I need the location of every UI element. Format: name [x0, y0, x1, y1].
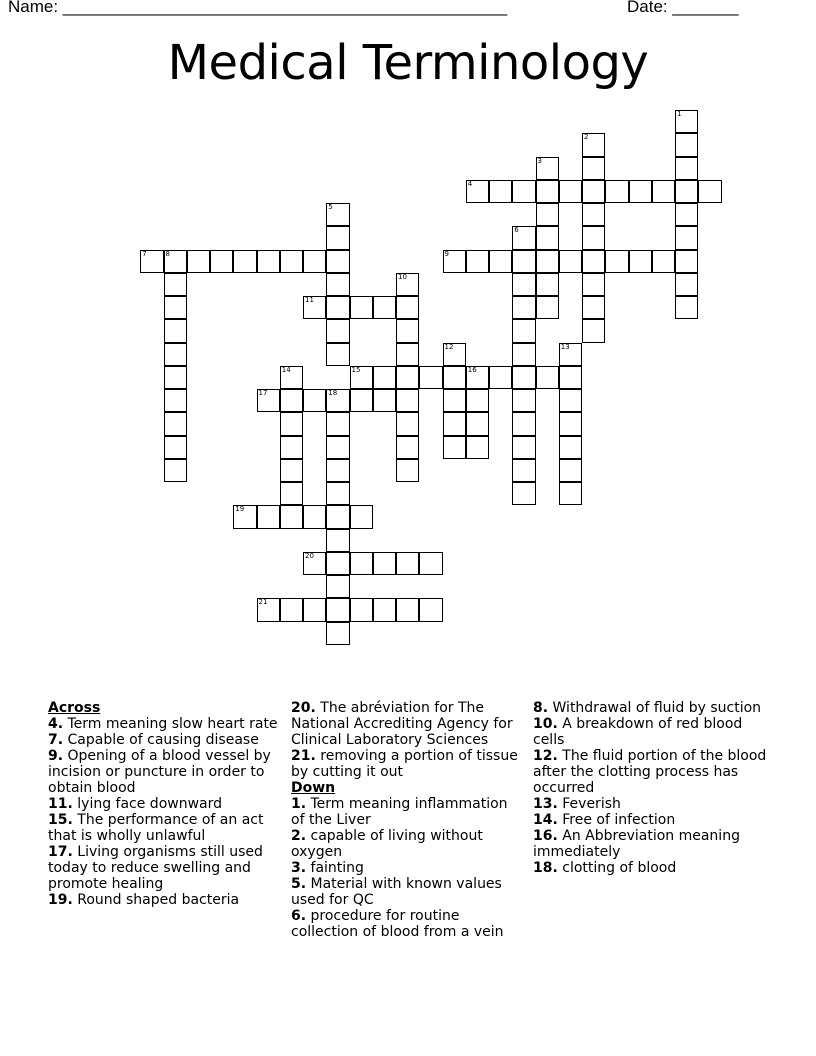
- crossword-cell[interactable]: [373, 552, 396, 575]
- clue-number-label: 2.: [291, 828, 307, 844]
- crossword-cell[interactable]: [164, 389, 187, 412]
- crossword-cell[interactable]: [373, 389, 396, 412]
- crossword-cell[interactable]: [512, 273, 535, 296]
- crossword-cell[interactable]: [559, 436, 582, 459]
- crossword-cell[interactable]: [164, 366, 187, 389]
- crossword-cell[interactable]: [326, 622, 349, 645]
- clue-number: 16: [467, 365, 477, 374]
- crossword-cell[interactable]: [675, 133, 698, 156]
- crossword-cell[interactable]: [326, 273, 349, 296]
- crossword-cell[interactable]: [257, 505, 280, 528]
- crossword-cell[interactable]: [303, 598, 326, 621]
- crossword-cell[interactable]: [164, 319, 187, 342]
- crossword-cell[interactable]: [466, 180, 489, 203]
- crossword-cell[interactable]: [466, 366, 489, 389]
- clue-number-label: 14.: [533, 812, 558, 828]
- crossword-cell[interactable]: [675, 157, 698, 180]
- crossword-cell[interactable]: [675, 273, 698, 296]
- clue-number: 21: [258, 598, 268, 607]
- crossword-cell[interactable]: [164, 343, 187, 366]
- crossword-cell[interactable]: [326, 436, 349, 459]
- clue-number: 18: [328, 389, 338, 397]
- clue-number: 7: [142, 249, 147, 258]
- crossword-cell[interactable]: [443, 343, 466, 366]
- crossword-cell[interactable]: [396, 389, 419, 412]
- crossword-cell[interactable]: [164, 412, 187, 435]
- crossword-cell[interactable]: [280, 482, 303, 505]
- crossword-cell[interactable]: [326, 575, 349, 598]
- clue-number-label: 16.: [533, 828, 558, 844]
- crossword-cell[interactable]: [419, 598, 442, 621]
- crossword-cell[interactable]: [164, 273, 187, 296]
- clue-number-label: 5.: [291, 876, 307, 892]
- clue-number: 13: [560, 342, 570, 351]
- crossword-cell[interactable]: [164, 296, 187, 319]
- crossword-cell[interactable]: [443, 250, 466, 273]
- crossword-cell[interactable]: [675, 203, 698, 226]
- crossword-cell[interactable]: [233, 250, 256, 273]
- clue-number-label: 12.: [533, 748, 558, 764]
- crossword-cell[interactable]: [303, 505, 326, 528]
- crossword-cell[interactable]: [675, 226, 698, 249]
- crossword-cell[interactable]: [396, 343, 419, 366]
- crossword-cell[interactable]: [326, 250, 349, 273]
- name-field-label: Name: _______________________________________________: [8, 0, 508, 16]
- crossword-cell[interactable]: [303, 389, 326, 412]
- date-field-label: Date: _______: [627, 0, 739, 16]
- down-heading: Down: [291, 780, 336, 796]
- crossword-cell[interactable]: [257, 389, 280, 412]
- crossword-cell[interactable]: [582, 180, 605, 203]
- clue-number-label: 11.: [48, 796, 73, 812]
- crossword-cell[interactable]: [559, 366, 582, 389]
- clue-number-label: 8.: [533, 700, 549, 716]
- crossword-cell[interactable]: [675, 296, 698, 319]
- crossword-cell[interactable]: [582, 157, 605, 180]
- crossword-cell[interactable]: [396, 412, 419, 435]
- clue-column-2: [291, 700, 523, 940]
- crossword-cell[interactable]: [419, 552, 442, 575]
- crossword-cell[interactable]: [280, 389, 303, 412]
- clue-number: 2: [584, 133, 589, 142]
- clue-number: 6: [514, 226, 519, 235]
- page-title: Medical Terminology: [167, 35, 649, 91]
- crossword-cell[interactable]: [559, 389, 582, 412]
- crossword-cell[interactable]: [303, 552, 326, 575]
- crossword-cell[interactable]: [536, 157, 559, 180]
- crossword-cell[interactable]: [257, 598, 280, 621]
- crossword-cell[interactable]: [350, 296, 373, 319]
- clue-item: 11. lying face downward: [48, 796, 223, 812]
- crossword-cell[interactable]: [280, 598, 303, 621]
- crossword-cell[interactable]: [396, 552, 419, 575]
- crossword-cell[interactable]: [164, 250, 187, 273]
- clue-number-label: 9.: [48, 748, 64, 764]
- crossword-cell[interactable]: [698, 180, 721, 203]
- crossword-cell[interactable]: [396, 273, 419, 296]
- crossword-cell[interactable]: [326, 296, 349, 319]
- clue-number-label: 4.: [48, 716, 64, 732]
- clue-number-label: 10.: [533, 716, 558, 732]
- crossword-cell[interactable]: [326, 482, 349, 505]
- clue-item: 14. Free of infection: [533, 812, 676, 828]
- crossword-cell[interactable]: [443, 436, 466, 459]
- crossword-cell[interactable]: [164, 436, 187, 459]
- clue-item: 18. clotting of blood: [533, 860, 677, 876]
- crossword-cell[interactable]: [512, 180, 535, 203]
- crossword-cell[interactable]: [536, 203, 559, 226]
- clue-number: 12: [444, 342, 454, 351]
- crossword-cell[interactable]: [512, 436, 535, 459]
- crossword-cell[interactable]: [512, 226, 535, 249]
- crossword-cell[interactable]: [559, 180, 582, 203]
- crossword-cell[interactable]: [582, 226, 605, 249]
- crossword-cell[interactable]: [466, 389, 489, 412]
- clue-item: 7. Capable of causing disease: [48, 732, 259, 748]
- clue-item: 2. capable of living without oxygen: [291, 828, 483, 860]
- crossword-cell[interactable]: [512, 412, 535, 435]
- crossword-cell[interactable]: [396, 459, 419, 482]
- crossword-cell[interactable]: [326, 343, 349, 366]
- clue-number-label: 3.: [291, 860, 307, 876]
- crossword-cell[interactable]: [257, 250, 280, 273]
- crossword-cell[interactable]: [629, 250, 652, 273]
- crossword-cell[interactable]: [512, 366, 535, 389]
- clue-number: 19: [235, 505, 245, 514]
- crossword-cell[interactable]: [280, 436, 303, 459]
- crossword-cell[interactable]: [512, 343, 535, 366]
- crossword-cell[interactable]: [582, 250, 605, 273]
- crossword-cell[interactable]: [350, 366, 373, 389]
- crossword-cell[interactable]: [536, 296, 559, 319]
- clue-item: 3. fainting: [291, 860, 364, 876]
- clue-item: 21. removing a portion of tissue by cutting it out: [291, 748, 518, 780]
- crossword-cell[interactable]: [443, 412, 466, 435]
- across-heading: Across: [48, 700, 101, 716]
- crossword-cell[interactable]: [326, 226, 349, 249]
- crossword-cell[interactable]: [303, 250, 326, 273]
- clue-item: 9. Opening of a blood vessel by incision or puncture in order to obtain blood: [48, 748, 271, 796]
- crossword-cell[interactable]: [210, 250, 233, 273]
- clue-number: 5: [328, 203, 333, 211]
- crossword-cell[interactable]: [605, 250, 628, 273]
- crossword-cell[interactable]: [326, 389, 349, 412]
- crossword-cell[interactable]: [280, 459, 303, 482]
- crossword-cell[interactable]: [326, 552, 349, 575]
- clue-number-label: 13.: [533, 796, 558, 812]
- crossword-cell[interactable]: [559, 459, 582, 482]
- crossword-cell[interactable]: [675, 110, 698, 133]
- crossword-cell[interactable]: [187, 250, 210, 273]
- crossword-cell[interactable]: [326, 459, 349, 482]
- clue-item: 6. procedure for routine collection of blood from a vein: [291, 908, 504, 940]
- crossword-cell[interactable]: [652, 180, 675, 203]
- crossword-cell[interactable]: [536, 250, 559, 273]
- crossword-cell[interactable]: [326, 529, 349, 552]
- clue-item: 19. Round shaped bacteria: [48, 892, 240, 908]
- crossword-cell[interactable]: [280, 505, 303, 528]
- crossword-cell[interactable]: [512, 459, 535, 482]
- crossword-cell[interactable]: [373, 296, 396, 319]
- crossword-cell[interactable]: [280, 250, 303, 273]
- crossword-cell[interactable]: [326, 319, 349, 342]
- crossword-cell[interactable]: [326, 203, 349, 226]
- clue-item: 12. The fluid portion of the blood after the clotting process has occurred: [533, 748, 767, 796]
- clue-item: 20. The abréviation for The National Accrediting Agency for Clinical Laboratory Sciences: [291, 700, 513, 748]
- clue-number: 10: [398, 272, 407, 281]
- clue-number: 17: [258, 389, 268, 397]
- crossword-cell[interactable]: [629, 180, 652, 203]
- crossword-cell[interactable]: [419, 366, 442, 389]
- clue-number-label: 15.: [48, 812, 73, 828]
- clue-column-1: [48, 700, 280, 908]
- crossword-cell[interactable]: [582, 296, 605, 319]
- clue-number: 11: [305, 296, 314, 304]
- crossword-cell[interactable]: [233, 505, 256, 528]
- clue-number-label: 19.: [48, 892, 73, 908]
- crossword-cell[interactable]: [536, 226, 559, 249]
- crossword-cell[interactable]: [396, 296, 419, 319]
- crossword-cell[interactable]: [559, 343, 582, 366]
- crossword-cell[interactable]: [582, 273, 605, 296]
- crossword-cell[interactable]: [396, 598, 419, 621]
- crossword-cell[interactable]: [512, 482, 535, 505]
- crossword-cell[interactable]: [326, 505, 349, 528]
- clue-number-label: 21.: [291, 748, 316, 764]
- crossword-cell[interactable]: [512, 319, 535, 342]
- clue-number-label: 7.: [48, 732, 64, 748]
- clue-number: 1: [677, 110, 682, 118]
- crossword-cell[interactable]: [466, 436, 489, 459]
- crossword-cell[interactable]: [443, 389, 466, 412]
- clue-item: 15. The performance of an act that is wholly unlawful: [48, 812, 264, 844]
- clue-item: 4. Term meaning slow heart rate: [48, 716, 278, 732]
- crossword-cell[interactable]: [280, 366, 303, 389]
- clue-item: 1. Term meaning inflammation of the Liver: [291, 796, 508, 828]
- crossword-cell[interactable]: [396, 436, 419, 459]
- clue-number: 3: [537, 156, 542, 165]
- crossword-cell[interactable]: [675, 250, 698, 273]
- crossword-cell[interactable]: [326, 598, 349, 621]
- clue-number: 20: [305, 551, 314, 560]
- crossword-cell[interactable]: [536, 366, 559, 389]
- crossword-cell[interactable]: [489, 180, 512, 203]
- clue-number-label: 1.: [291, 796, 307, 812]
- clue-item: 5. Material with known values used for QC: [291, 876, 502, 908]
- clue-column-3: [533, 700, 771, 876]
- clue-number-label: 17.: [48, 844, 73, 860]
- crossword-cell[interactable]: [303, 296, 326, 319]
- clue-number: 4: [467, 179, 473, 188]
- crossword-cell[interactable]: [140, 250, 163, 273]
- clue-number: 8: [165, 249, 170, 258]
- crossword-cell[interactable]: [512, 296, 535, 319]
- clue-item: 16. An Abbreviation meaning immediately: [533, 828, 740, 860]
- crossword-cell[interactable]: [396, 319, 419, 342]
- clue-item: 13. Feverish: [533, 796, 621, 812]
- clue-number-label: 18.: [533, 860, 558, 876]
- clue-number: 15: [351, 365, 361, 374]
- crossword-cell[interactable]: [489, 366, 512, 389]
- crossword-cell[interactable]: [350, 505, 373, 528]
- crossword-cell[interactable]: [582, 133, 605, 156]
- clue-number: 9: [444, 249, 449, 258]
- crossword-cell[interactable]: [373, 598, 396, 621]
- clue-item: 10. A breakdown of red blood cells: [533, 716, 743, 748]
- clue-item: 17. Living organisms still used today to reduce swelling and promote healing: [48, 844, 263, 892]
- crossword-cell[interactable]: [466, 412, 489, 435]
- crossword-cell[interactable]: [559, 412, 582, 435]
- crossword-cell[interactable]: [559, 250, 582, 273]
- crossword-cell[interactable]: [350, 598, 373, 621]
- crossword-cell[interactable]: [582, 203, 605, 226]
- clue-number-label: 6.: [291, 908, 307, 924]
- crossword-cell[interactable]: [512, 250, 535, 273]
- crossword-cell[interactable]: [466, 250, 489, 273]
- clue-number: 14: [281, 365, 291, 374]
- crossword-cell[interactable]: [373, 366, 396, 389]
- crossword-cell[interactable]: [652, 250, 675, 273]
- crossword-cell[interactable]: [605, 180, 628, 203]
- crossword-cell[interactable]: [582, 319, 605, 342]
- crossword-cell[interactable]: [675, 180, 698, 203]
- crossword-cell[interactable]: [164, 459, 187, 482]
- crossword-cell[interactable]: [396, 366, 419, 389]
- crossword-cell[interactable]: [350, 389, 373, 412]
- crossword-cell[interactable]: [536, 180, 559, 203]
- crossword-cell[interactable]: [326, 412, 349, 435]
- crossword-cell[interactable]: [489, 250, 512, 273]
- crossword-cell[interactable]: [280, 412, 303, 435]
- clue-number-label: 20.: [291, 700, 316, 716]
- clue-item: 8. Withdrawal of fluid by suction: [533, 700, 762, 716]
- crossword-cell[interactable]: [559, 482, 582, 505]
- crossword-cell[interactable]: [536, 273, 559, 296]
- crossword-cell[interactable]: [443, 366, 466, 389]
- crossword-cell[interactable]: [512, 389, 535, 412]
- crossword-cell[interactable]: [350, 552, 373, 575]
